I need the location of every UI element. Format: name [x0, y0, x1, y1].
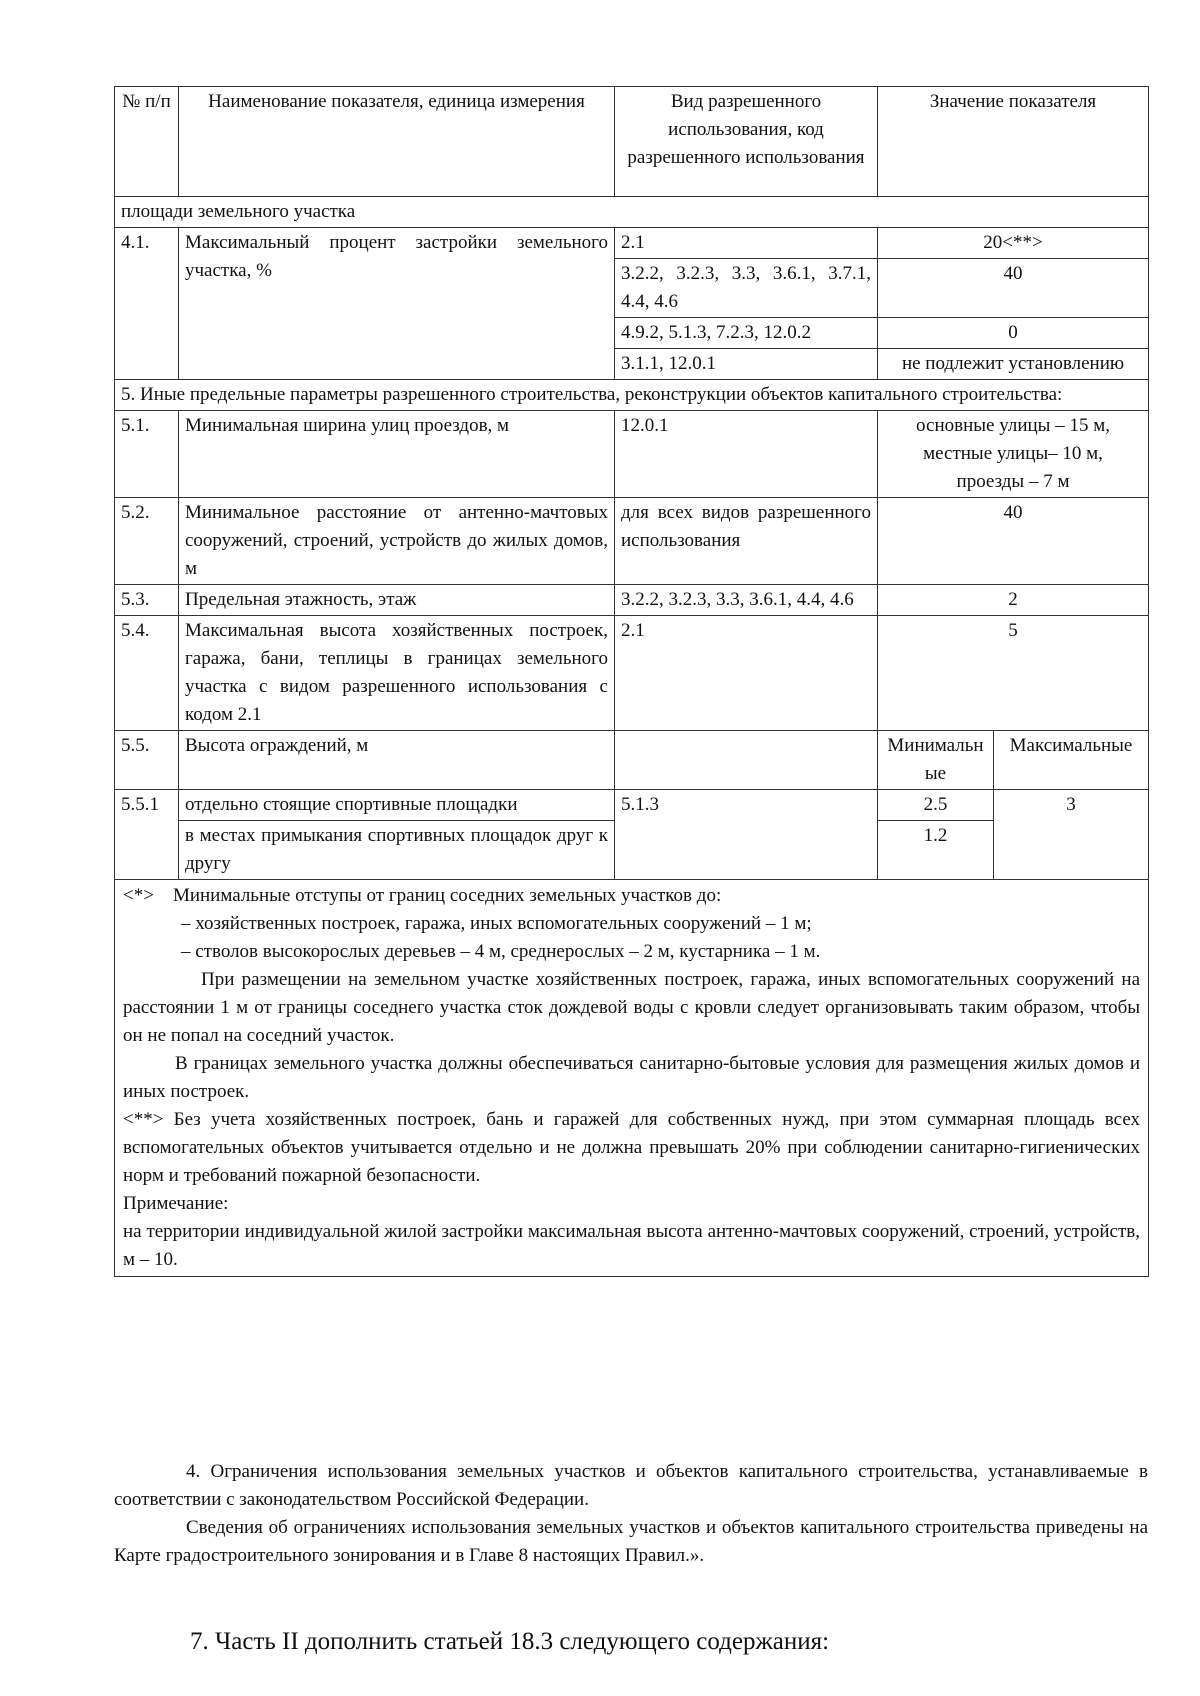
- row-name: Максимальный процент застройки земельного участка, %: [179, 228, 615, 380]
- row-name: в местах примыкания спортивных площадок друг к другу: [179, 821, 615, 880]
- table-row: [115, 411, 1149, 498]
- header-min: Минимальные: [878, 731, 994, 790]
- section-5-title: 5. Иные предельные параметры разрешенного строительства, реконструкции объектов капитального строительства:: [115, 380, 1149, 411]
- row-value: 40: [878, 498, 1149, 585]
- row-min: 2.5: [878, 790, 994, 821]
- table-row: [115, 790, 1149, 821]
- table-row: [115, 731, 1149, 790]
- table-row: [115, 585, 1149, 616]
- row-num: 5.5.1: [115, 790, 179, 880]
- row-value: 5: [878, 616, 1149, 731]
- row-max: 3: [994, 790, 1149, 880]
- header-value: Значение показателя: [878, 87, 1149, 197]
- row-name: Высота ограждений, м: [179, 731, 615, 790]
- row-code: 2.1: [615, 616, 878, 731]
- row-code: 12.0.1: [615, 411, 878, 498]
- table-row: [115, 197, 1149, 228]
- remark-text: на территории индивидуальной жилой застройки максимальная высота антенно-мачтовых сооружений, строений, устройств, м – 10.: [123, 1221, 1141, 1270]
- note-paragraph: <**> Без учета хозяйственных построек, бань и гаражей для собственных нужд, при этом суммарная площадь всех вспомогательных объектов учитывается отдельно и не должна превышать 20% при соблюдении санитарно-гигиенических норм и требований пожарной безопасности.: [123, 1109, 1141, 1186]
- row-name: Минимальное расстояние от антенно-мачтовых сооружений, строений, устройств до жилых домов, м: [179, 498, 615, 585]
- final-line: 7. Часть II дополнить статьей 18.3 следующего содержания:: [190, 1628, 830, 1655]
- row-value: 20<**>: [878, 228, 1149, 259]
- note-mark: <*>: [123, 885, 154, 906]
- row-value: 2: [878, 585, 1149, 616]
- paragraph-4: 4. Ограничения использования земельных участков и объектов капитального строительства, устанавливаемые в соответствии с законодательством Российской Федерации.: [114, 1461, 1148, 1510]
- header-name: Наименование показателя, единица измерения: [179, 87, 615, 197]
- row-value: 40: [878, 259, 1149, 318]
- continuation-text: площади земельного участка: [115, 197, 1149, 228]
- row-code: 3.1.1, 12.0.1: [615, 349, 878, 380]
- row-code: 3.2.2, 3.2.3, 3.3, 3.6.1, 4.4, 4.6: [615, 585, 878, 616]
- table-row: [115, 380, 1149, 411]
- table-header-row: [115, 87, 1149, 197]
- row-min: 1.2: [878, 821, 994, 880]
- row-code: 2.1: [615, 228, 878, 259]
- row-name: Максимальная высота хозяйственных построек, гаража, бани, теплицы в границах земельного участка с видом разрешенного использования с кодом 2.1: [179, 616, 615, 731]
- table-row: [115, 880, 1149, 1277]
- row-name: отдельно стоящие спортивные площадки: [179, 790, 615, 821]
- note-paragraph: При размещении на земельном участке хозяйственных построек, гаража, иных вспомогательных сооружений на расстоянии 1 м от границы соседнего участка сток дождевой воды с кровли следует организовывать таким образом, чтобы он не попал на соседний участок.: [123, 969, 1141, 1046]
- table-row: [115, 228, 1149, 259]
- remark-title: Примечание:: [123, 1193, 229, 1214]
- parameters-table: [114, 86, 1149, 1277]
- row-code: [615, 731, 878, 790]
- notes-cell: [115, 880, 1149, 1277]
- paragraph-5: Сведения об ограничениях использования земельных участков и объектов капитального строительства приведены на Карте градостроительного зонирования и в Главе 8 настоящих Правил.».: [114, 1517, 1148, 1566]
- row-value: 0: [878, 318, 1149, 349]
- row-num: 5.3.: [115, 585, 179, 616]
- note-dash: – хозяйственных построек, гаража, иных вспомогательных сооружений – 1 м;: [181, 913, 812, 934]
- table-row: [115, 616, 1149, 731]
- header-type: Вид разрешенного использования, код разрешенного использования: [615, 87, 878, 197]
- row-value: основные улицы – 15 м, местные улицы– 10 м, проезды – 7 м: [878, 411, 1149, 498]
- row-num: 4.1.: [115, 228, 179, 380]
- row-code: для всех видов разрешенного использования: [615, 498, 878, 585]
- row-num: 5.2.: [115, 498, 179, 585]
- row-code: 4.9.2, 5.1.3, 7.2.3, 12.0.2: [615, 318, 878, 349]
- row-code: 3.2.2, 3.2.3, 3.3, 3.6.1, 3.7.1, 4.4, 4.6: [615, 259, 878, 318]
- body-text: [114, 1458, 1148, 1570]
- row-value: не подлежит установлению: [878, 349, 1149, 380]
- note-dash: – стволов высокорослых деревьев – 4 м, среднерослых – 2 м, кустарника – 1 м.: [181, 941, 821, 962]
- row-num: 5.5.: [115, 731, 179, 790]
- row-code: 5.1.3: [615, 790, 878, 880]
- note-paragraph: В границах земельного участка должны обеспечиваться санитарно-бытовые условия для размещения жилых домов и иных построек.: [123, 1053, 1141, 1102]
- row-name: Предельная этажность, этаж: [179, 585, 615, 616]
- header-max: Максимальные: [994, 731, 1149, 790]
- row-num: 5.4.: [115, 616, 179, 731]
- note-text: Минимальные отступы от границ соседних земельных участков до:: [172, 885, 722, 906]
- table-row: [115, 498, 1149, 585]
- row-name: Минимальная ширина улиц проездов, м: [179, 411, 615, 498]
- row-num: 5.1.: [115, 411, 179, 498]
- header-num: № п/п: [115, 87, 179, 197]
